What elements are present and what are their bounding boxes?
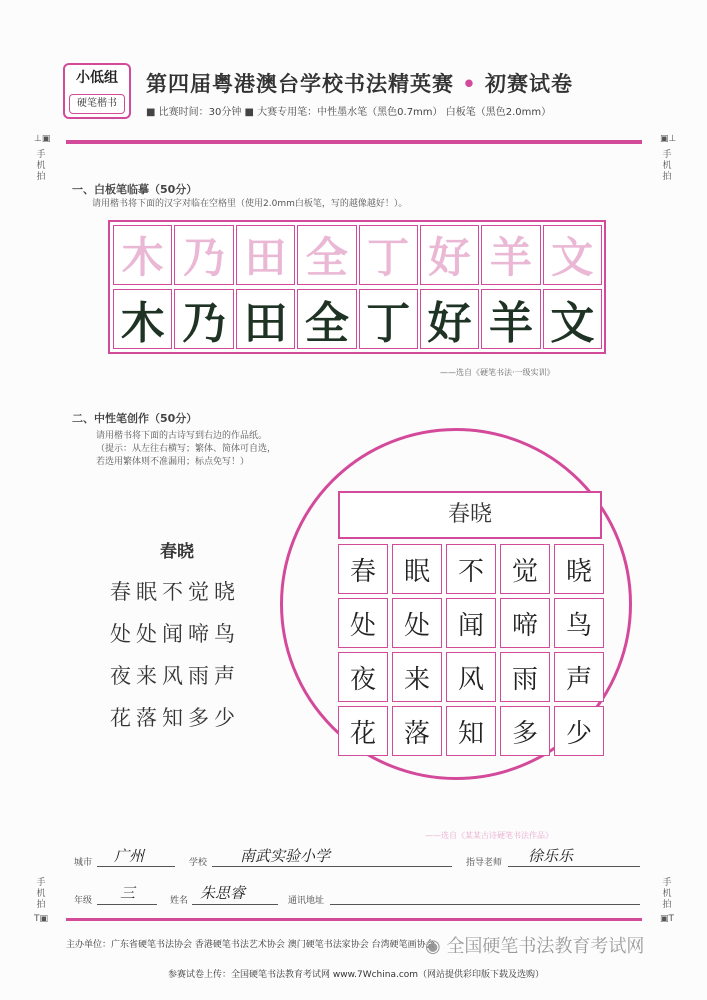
camera-icon-right-top: ▣⊥	[660, 134, 677, 144]
written-cell[interactable]: 春	[338, 544, 388, 594]
badge-style-label: 硬笔楷书	[69, 94, 125, 114]
camera-icon-right-bottom: ▣T	[660, 914, 675, 924]
model-cell: 丁	[359, 289, 418, 349]
address-field[interactable]	[330, 904, 640, 905]
grade-underline	[97, 904, 157, 905]
written-cell[interactable]: 啼	[500, 598, 550, 648]
name-field[interactable]: 朱思睿	[200, 884, 246, 902]
group-badge	[63, 63, 131, 119]
footer-divider	[66, 918, 642, 921]
name-underline	[192, 904, 278, 905]
poem-line-3: 夜来风雨声	[110, 664, 240, 688]
section1-instruction: 请用楷书将下面的汉字对临在空格里（使用2.0mm白板笔，写的越像越好！）。	[92, 199, 408, 209]
section2-instruction-2: （提示：从左往右横写；繁体、简体可自选，	[96, 444, 277, 454]
grade-field[interactable]: 三	[120, 884, 136, 902]
written-row	[338, 544, 608, 598]
poem-line-2: 处处闻啼鸟	[110, 622, 240, 646]
model-cell: 田	[236, 289, 295, 349]
written-cell[interactable]: 闻	[446, 598, 496, 648]
section2-instruction-3: 若选用繁体则不准漏用；标点免写！）	[96, 457, 250, 467]
badge-group-label: 小低组	[76, 70, 118, 86]
written-cell[interactable]: 知	[446, 706, 496, 756]
model-cell: 羊	[481, 289, 540, 349]
written-cell[interactable]: 多	[500, 706, 550, 756]
school-underline	[212, 866, 452, 867]
poem-line-4: 花落知多少	[110, 706, 240, 730]
teacher-underline	[508, 866, 640, 867]
upload-info: 参赛试卷上传：全国硬笔书法教育考试网 www.7Wchina.com（网站提供彩印版下载及选购）	[168, 970, 545, 980]
trace-cell[interactable]: 全	[297, 225, 356, 285]
school-label: 学校	[189, 858, 208, 868]
written-cell[interactable]: 少	[554, 706, 604, 756]
title-dot: •	[454, 72, 486, 96]
watermark	[425, 932, 644, 958]
poem-title: 春晓	[160, 542, 194, 562]
written-cell[interactable]: 鸟	[554, 598, 604, 648]
written-cell[interactable]: 处	[392, 598, 442, 648]
written-cell[interactable]: 声	[554, 652, 604, 702]
header-divider	[66, 140, 642, 144]
trace-cell[interactable]: 丁	[359, 225, 418, 285]
competition-info: ■ 比赛时间：30分钟 ■ 大赛专用笔：中性墨水笔（黑色0.7mm） 白板笔（黑色2.0mm）	[146, 107, 552, 118]
page-title	[146, 68, 573, 98]
trace-cell[interactable]: 乃	[174, 225, 233, 285]
written-row	[338, 706, 608, 760]
trace-cell[interactable]: 文	[543, 225, 602, 285]
section2-heading: 二、中性笔创作（50分）	[72, 412, 198, 425]
teacher-label: 指导老师	[466, 858, 503, 868]
model-cell: 好	[420, 289, 479, 349]
trace-cell[interactable]: 羊	[481, 225, 540, 285]
title-main: 第四届粤港澳台学校书法精英赛	[146, 72, 454, 96]
watermark-text: 全国硬笔书法教育考试网	[446, 936, 645, 957]
written-cell[interactable]: 来	[392, 652, 442, 702]
trace-cell[interactable]: 好	[420, 225, 479, 285]
written-row	[338, 652, 608, 706]
model-cell: 木	[113, 289, 172, 349]
model-cell: 文	[543, 289, 602, 349]
teacher-field[interactable]: 徐乐乐	[528, 847, 574, 865]
written-cell[interactable]: 不	[446, 544, 496, 594]
written-cell[interactable]: 眠	[392, 544, 442, 594]
side-label-right-bottom: 手机拍	[662, 878, 672, 910]
written-cell[interactable]: 花	[338, 706, 388, 756]
camera-icon-left-top: ⊥▣	[34, 134, 51, 144]
section2-source: ——选自《某某古诗硬笔书法作品》	[425, 831, 553, 840]
model-cell: 全	[297, 289, 356, 349]
side-label-left-top: 手机拍	[36, 150, 46, 182]
written-cell[interactable]: 处	[338, 598, 388, 648]
camera-icon-left-bottom: T▣	[34, 914, 49, 924]
address-label: 通讯地址	[288, 896, 325, 906]
written-row	[338, 598, 608, 652]
copy-grid	[108, 220, 606, 354]
city-label: 城市	[74, 858, 93, 868]
city-underline	[97, 866, 175, 867]
model-cell: 乃	[174, 289, 233, 349]
section2-instruction-1: 请用楷书将下面的古诗写到右边的作品纸。	[96, 431, 268, 441]
written-title-box[interactable]: 春晓	[338, 491, 602, 539]
written-cell[interactable]: 晓	[554, 544, 604, 594]
trace-row	[113, 225, 604, 285]
written-grid	[338, 544, 608, 760]
side-label-left-bottom: 手机拍	[36, 878, 46, 910]
written-cell[interactable]: 觉	[500, 544, 550, 594]
grade-label: 年级	[74, 896, 93, 906]
trace-cell[interactable]: 木	[113, 225, 172, 285]
title-suffix: 初赛试卷	[485, 72, 574, 96]
written-cell[interactable]: 落	[392, 706, 442, 756]
model-row	[113, 289, 604, 349]
name-label: 姓名	[170, 896, 189, 906]
poem-line-1: 春眠不觉晓	[110, 580, 240, 604]
written-cell[interactable]: 夜	[338, 652, 388, 702]
watermark-logo-icon: ◉	[425, 936, 447, 957]
school-field[interactable]: 南武实验小学	[240, 847, 331, 865]
organizers: 主办单位：广东省硬笔书法协会 香港硬笔书法艺术协会 澳门硬笔书法家协会 台湾硬笔画协会	[66, 940, 435, 950]
section1-heading: 一、白板笔临摹（50分）	[72, 183, 198, 196]
side-label-right-top: 手机拍	[662, 150, 672, 182]
trace-cell[interactable]: 田	[236, 225, 295, 285]
section1-source: ——选自《硬笔书法·一级实训》	[440, 368, 555, 377]
city-field[interactable]: 广州	[114, 847, 145, 865]
written-cell[interactable]: 风	[446, 652, 496, 702]
written-cell[interactable]: 雨	[500, 652, 550, 702]
